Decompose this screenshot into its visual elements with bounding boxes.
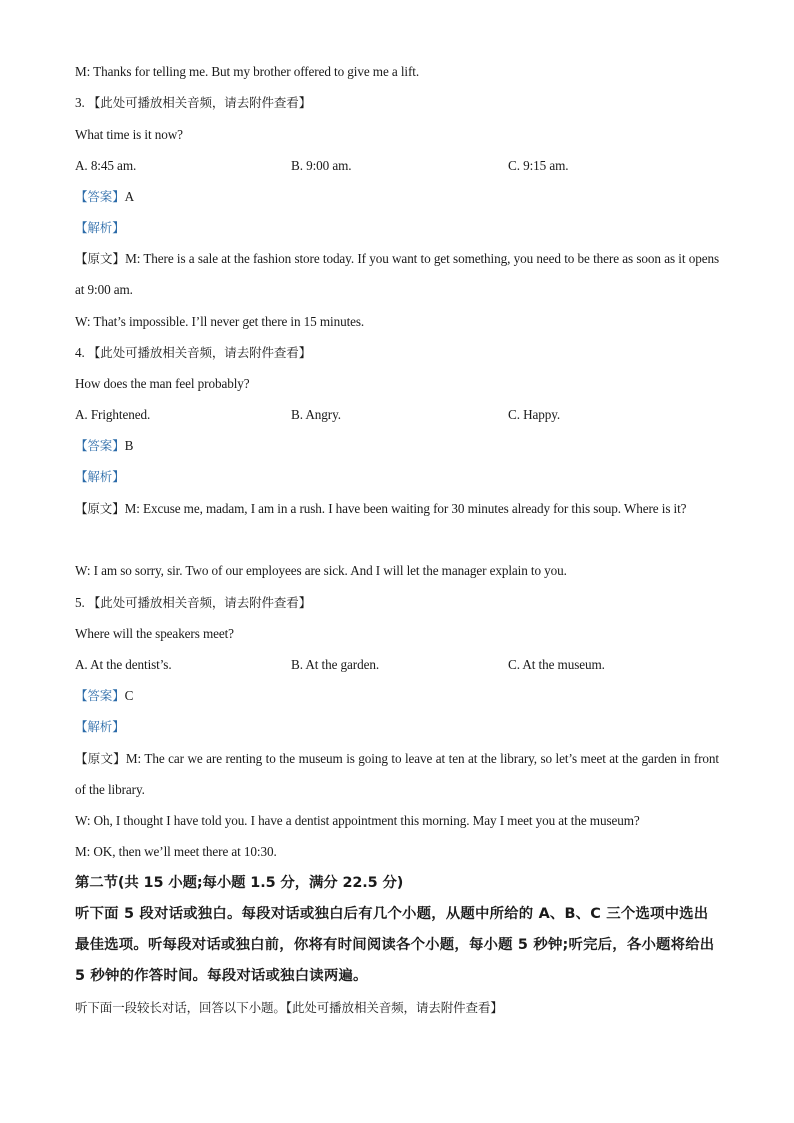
section-2-title xyxy=(75,874,719,892)
option-b: B. 9:00 am. xyxy=(291,158,352,173)
dialogue-text: W: Oh, I thought I have told you. I have a dentist appointment this morning. May I meet you at the museum? xyxy=(75,813,640,828)
question-text: How does the man feel probably? xyxy=(75,376,250,391)
option-c: C. 9:15 am. xyxy=(508,158,569,173)
question-5-header xyxy=(75,594,719,612)
option-b: B. At the garden. xyxy=(291,657,380,672)
question-5-text xyxy=(75,625,719,643)
question-3-header xyxy=(75,94,719,112)
answer-value: A xyxy=(124,189,135,204)
option-a: A. At the dentist’s. xyxy=(75,657,172,672)
original-label: 【原文】 xyxy=(75,501,125,516)
dialogue-line xyxy=(75,562,719,580)
question-5-original xyxy=(75,743,719,805)
option-c: C. Happy. xyxy=(508,407,561,422)
question-3-original xyxy=(75,243,719,305)
next-dialogue-prompt: 听下面一段较长对话，回答以下小题。【此处可播放相关音频，请去附件查看】 xyxy=(75,1000,503,1015)
question-4-analysis xyxy=(75,468,719,486)
original-label: 【原文】 xyxy=(75,251,126,266)
audio-placeholder[interactable]: 【此处可播放相关音频，请去附件查看】 xyxy=(87,345,312,360)
question-4-header xyxy=(75,344,719,362)
analysis-label: 【解析】 xyxy=(75,719,125,734)
option-a: A. 8:45 am. xyxy=(75,158,137,173)
dialogue-line xyxy=(75,63,719,81)
original-text: M: Excuse me, madam, I am in a rush. I have been waiting for 30 minutes already for this soup. Where is it? xyxy=(124,501,687,516)
question-5-analysis xyxy=(75,718,719,736)
option-c: C. At the museum. xyxy=(508,657,605,672)
question-4-answer xyxy=(75,437,719,455)
instructions-text: 听下面 5 段对话或独白。每段对话或独白后有几个小题，从题中所给的 A、B、C 三个选项中选出最佳选项。听每段对话或独白前，你将有时间阅读各个小题，每小题 5 秒钟;听完后，各小题将给出 5 秒钟的作答时间。每段对话或独白读两遍。 xyxy=(75,906,715,984)
question-5-answer xyxy=(75,687,719,705)
section-title: 第二节(共 15 小题;每小题 1.5 分，满分 22.5 分) xyxy=(75,875,404,891)
original-label: 【原文】 xyxy=(75,751,126,766)
question-number: 3. xyxy=(75,95,85,110)
dialogue-text: W: I am so sorry, sir. Two of our employees are sick. And I will let the manager explain to you. xyxy=(75,563,567,578)
question-number: 4. xyxy=(75,345,85,360)
analysis-label: 【解析】 xyxy=(75,220,125,235)
dialogue-line xyxy=(75,843,719,861)
answer-value: B xyxy=(124,438,134,453)
answer-value: C xyxy=(124,688,134,703)
section-2-instructions xyxy=(75,899,719,992)
original-text: M: The car we are renting to the museum is going to leave at ten at the library, so let’s meet at the garden in front of the library. xyxy=(75,751,719,797)
question-3-text xyxy=(75,126,719,144)
dialogue-text: M: Thanks for telling me. But my brother offered to give me a lift. xyxy=(75,64,420,79)
dialogue-line xyxy=(75,313,719,331)
question-3-answer xyxy=(75,188,719,206)
audio-placeholder[interactable]: 【此处可播放相关音频，请去附件查看】 xyxy=(87,595,312,610)
dialogue-text: M: OK, then we’ll meet there at 10:30. xyxy=(75,844,277,859)
answer-label: 【答案】 xyxy=(75,438,125,453)
analysis-label: 【解析】 xyxy=(75,469,125,484)
question-text: What time is it now? xyxy=(75,127,183,142)
answer-label: 【答案】 xyxy=(75,189,125,204)
option-a: A. Frightened. xyxy=(75,407,151,422)
question-number: 5. xyxy=(75,595,85,610)
section-2-next xyxy=(75,999,719,1017)
question-text: Where will the speakers meet? xyxy=(75,626,234,641)
option-b: B. Angry. xyxy=(291,407,341,422)
question-4-text xyxy=(75,375,719,393)
question-3-analysis xyxy=(75,219,719,237)
dialogue-line xyxy=(75,812,719,830)
answer-label: 【答案】 xyxy=(75,688,125,703)
audio-placeholder[interactable]: 【此处可播放相关音频，请去附件查看】 xyxy=(87,95,312,110)
dialogue-text: W: That’s impossible. I’ll never get there in 15 minutes. xyxy=(75,314,365,329)
original-text: M: There is a sale at the fashion store today. If you want to get something, you need to be there as soon as it opens at 9:00 am. xyxy=(75,251,719,297)
question-4-original xyxy=(75,493,719,524)
